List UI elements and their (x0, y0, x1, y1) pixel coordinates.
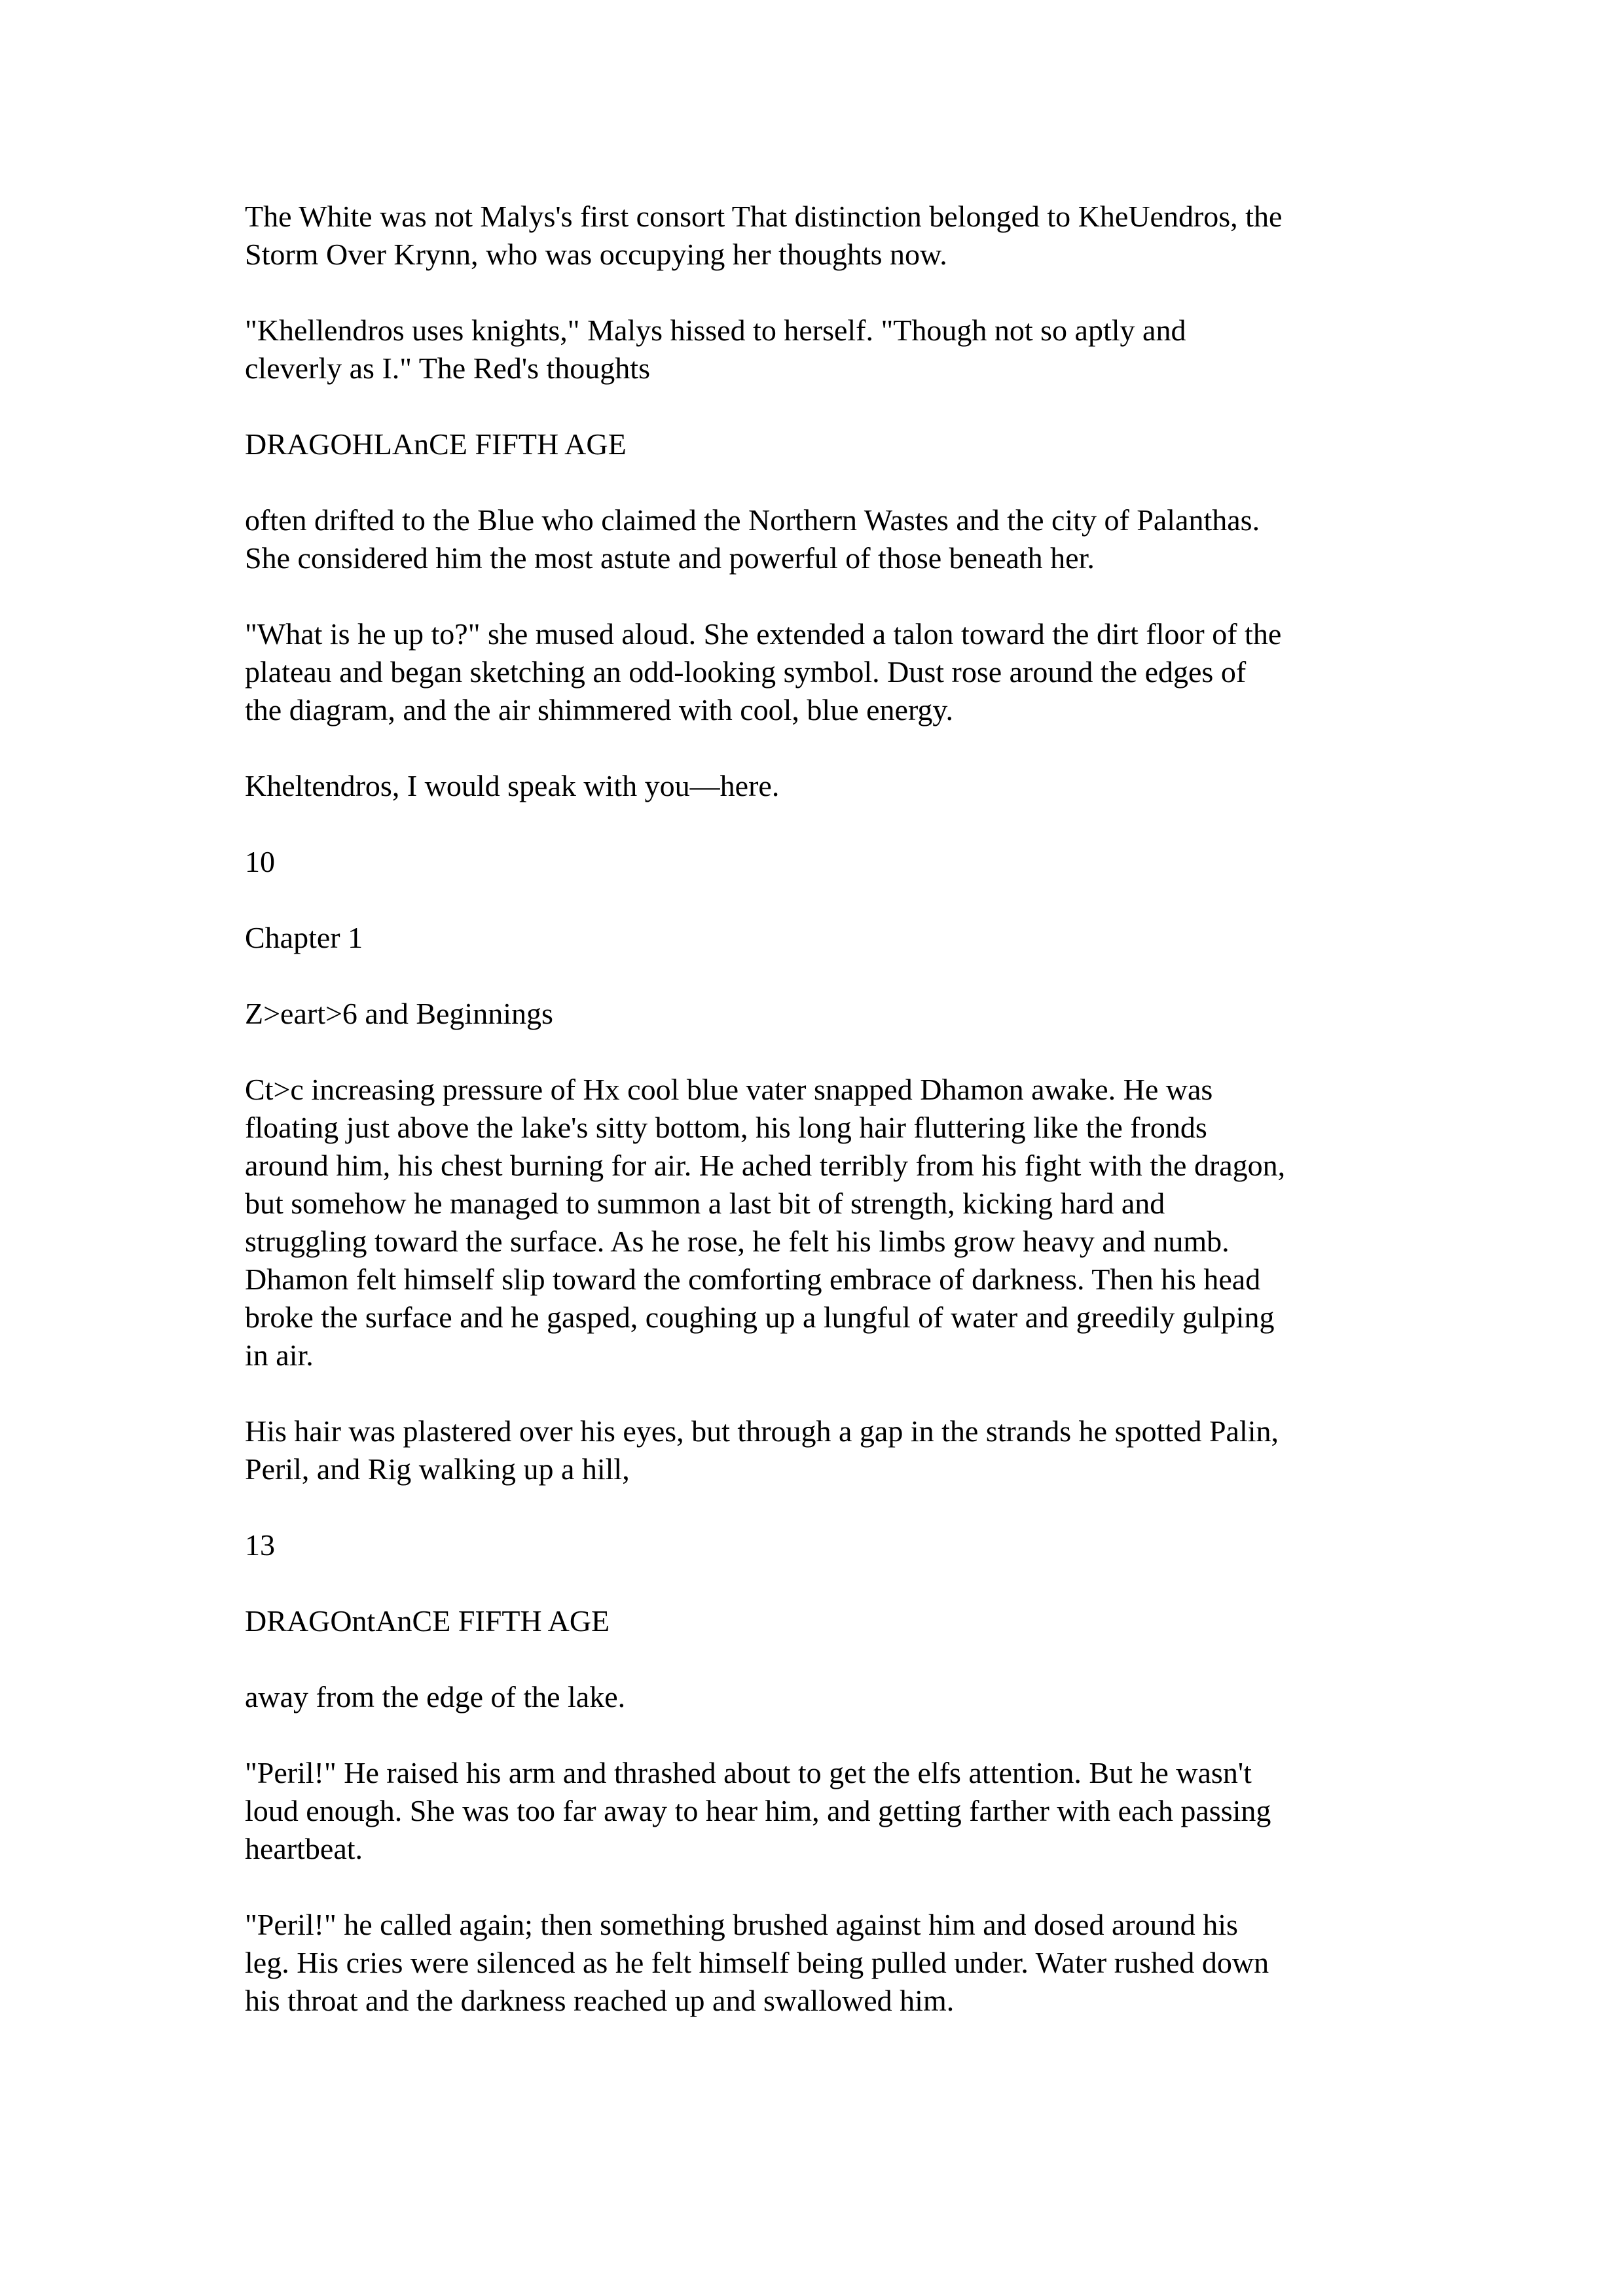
paragraph-what-is-he-up-to: "What is he up to?" she mused aloud. She extended a talon toward the dirt floor of the plateau and began sketching an odd-looking symbol. Dust rose around the edges of the diagram, and the air shimmered with cool, blue energy. (245, 617, 1282, 726)
page-number: 13 (245, 1528, 275, 1562)
chapter-heading: Chapter 1 (245, 921, 363, 954)
paragraph-peril-raised-arm: "Peril!" He raised his arm and thrashed about to get the elfs attention. But he wasn't loud enough. She was too far away to hear him, and getting farther with each passing heartbeat. (245, 1756, 1271, 1865)
paragraph-peril-called-again: "Peril!" he called again; then something brushed against him and dosed around his leg. His cries were silenced as he felt himself being pulled under. Water rushed down his throat and the darkness reached up and swallowed him. (245, 1908, 1269, 2017)
paragraph-kheltendros-speak: Kheltendros, I would speak with you—here. (245, 769, 780, 802)
running-header: DRAGOntAnCE FIFTH AGE (245, 1604, 610, 1638)
chapter-title: Z>eart>6 and Beginnings (245, 997, 553, 1030)
paragraph-hair-plastered: His hair was plastered over his eyes, but through a gap in the strands he spotted Palin, Peril, and Rig walking up a hill, (245, 1414, 1279, 1486)
running-header: DRAGOHLAnCE FIFTH AGE (245, 427, 627, 461)
paragraph-blue-dragon: often drifted to the Blue who claimed the Northern Wastes and the city of Palanthas. She considered him the most astute and powerful of those beneath her. (245, 503, 1260, 575)
paragraph-malys-consort: The White was not Malys's first consort That distinction belonged to KheUendros, the Storm Over Krynn, who was occupying her thoughts now. (245, 200, 1283, 271)
paragraph-dhamon-awake: Ct>c increasing pressure of Hx cool blue vater snapped Dhamon awake. He was floating just above the lake's sitty bottom, his long hair fluttering like the fronds around him, his chest burning for air. He ached terribly from his fight with the dragon, but somehow he managed to summon a last bit of strength, kicking hard and struggling toward the surface. As he rose, he felt his limbs grow heavy and numb. Dhamon felt himself slip toward the comforting embrace of darkness. Then his head broke the surface and he gasped, coughing up a lungful of water and greedily gulping in air. (245, 1073, 1286, 1372)
page-number: 10 (245, 845, 275, 878)
paragraph-edge-of-lake: away from the edge of the lake. (245, 1680, 626, 1713)
paragraph-khellendros-knights: "Khellendros uses knights," Malys hissed to herself. "Though not so aptly and cleverly as I." The Red's thoughts (245, 314, 1186, 385)
